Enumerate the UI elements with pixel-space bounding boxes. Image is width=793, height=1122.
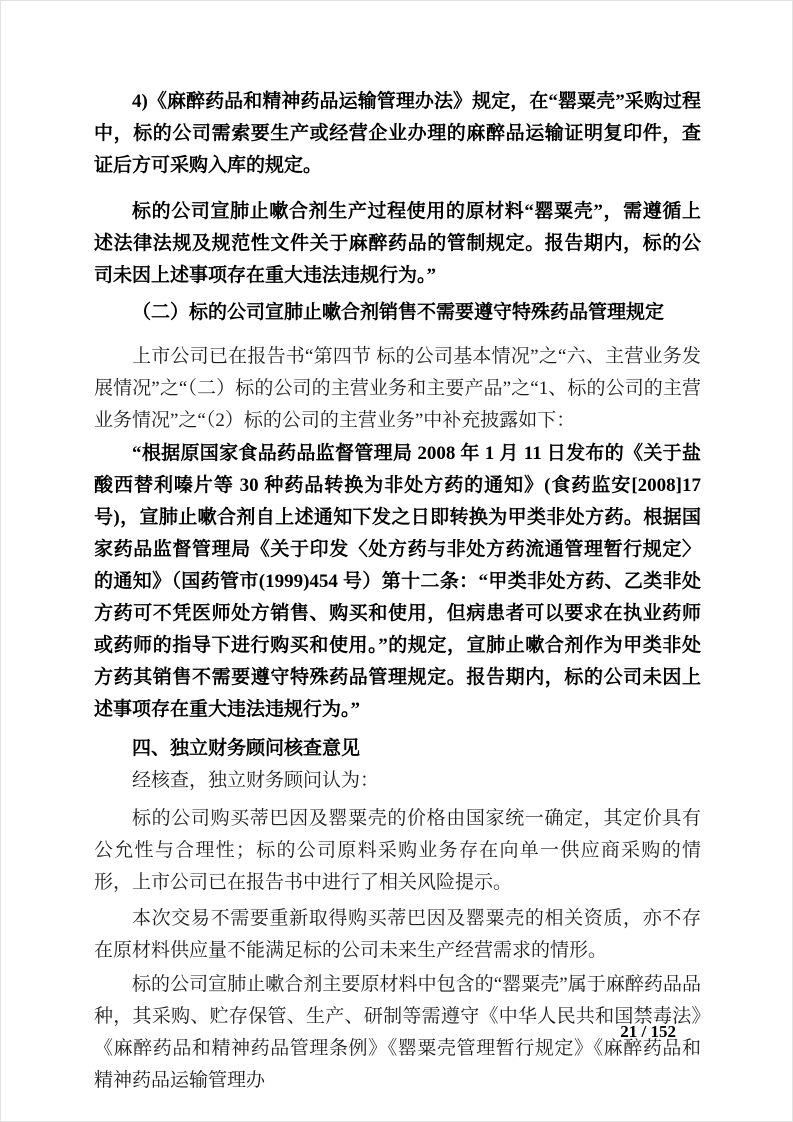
paragraph-pricing-fairness: 标的公司购买蒂巴因及罂粟壳的价格由国家统一确定，其定价具有公允性与合理性；标的公司原料采购业务存在向单一供应商采购的情形，上市公司已在报告书中进行了相关风险提示。 bbox=[94, 808, 701, 893]
page-number: 21 / 152 bbox=[620, 1022, 676, 1041]
paragraph-report-reference: 上市公司已在报告书“第四节 标的公司基本情况”之“六、主营业务发展情况”之“（二）标的公司的主营业务和主要产品”之“1、标的公司的主营业务情况”之“（2）标的公司的主营业务”中补充披露如下： bbox=[94, 346, 701, 431]
paragraph-narcotic-material-rules: 标的公司宣肺止嗽合剂主要原材料中包含的“罂粟壳”属于麻醉药品品种，其采购、贮存保管、生产、研制等需遵守《中华人民共和国禁毒法》《麻醉药品和精神药品管理条例》《罂粟壳管理暂行规定》《麻醉药品和精神药品运输管理办 bbox=[94, 974, 701, 1091]
paragraph-raw-material-compliance: 标的公司宣肺止嗽合剂生产过程使用的原材料“罂粟壳”，需遵循上述法律法规及规范性文件关于麻醉药品的管制规定。报告期内，标的公司未因上述事项存在重大违法违规行为。” bbox=[94, 201, 701, 286]
paragraph-otc-quotation: “根据原国家食品药品监督管理局 2008 年 1 月 11 日发布的《关于盐酸西替利嗪片等 30 种药品转换为非处方药的通知》(食药监安[2008]17 号)，宣肺止嗽合剂自上述通知下发之日即转换为甲类非处方药。根据国家药品监督管理局《关于印发〈处方药与非处方药流通管理暂行规定〉的通知》（国药管市(1999)454 号）第十二条：“甲类非处方药、乙类非处方药可不凭医师处方销售、购买和使用，但病患者可以要求在执业药师或药师的指导下进行购买和使用。”的规定，宣肺止嗽合剂作为甲类非处方药其销售不需要遵守特殊药品管理规定。报告期内，标的公司未因上述事项存在重大违法违规行为。” bbox=[94, 443, 701, 720]
paragraph-qualification-conclusion: 本次交易不需要重新取得购买蒂巴因及罂粟壳的相关资质，亦不存在原材料供应量不能满足标的公司未来生产经营需求的情形。 bbox=[94, 908, 701, 961]
paragraph-advisor-opinion-intro: 经核查，独立财务顾问认为： bbox=[132, 770, 380, 791]
paragraph-transport-regulation: 4)《麻醉药品和精神药品运输管理办法》规定，在“罂粟壳”采购过程中，标的公司需索要生产或经营企业办理的麻醉品运输证明复印件，查证后方可采购入库的规定。 bbox=[94, 91, 701, 176]
section-heading-4: 四、独立财务顾问核查意见 bbox=[132, 738, 361, 759]
section-heading-2: （二）标的公司宣肺止嗽合剂销售不需要遵守特殊药品管理规定 bbox=[132, 302, 665, 323]
document-content bbox=[1, 1, 792, 1097]
